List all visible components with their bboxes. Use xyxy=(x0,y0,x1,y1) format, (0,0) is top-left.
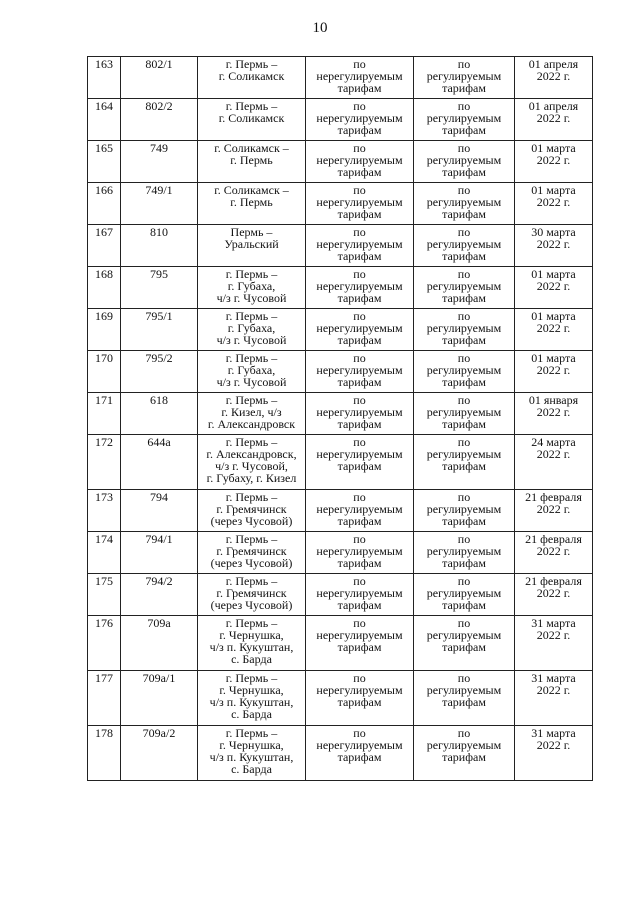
row-number-cell: 172 xyxy=(88,435,121,490)
table-row xyxy=(88,141,593,183)
row-number-cell: 175 xyxy=(88,574,121,616)
tariff-type-regulated-cell: по регулируемым тарифам xyxy=(414,267,515,309)
route-path-cell: г. Пермь – г. Александровск, ч/з г. Чусовой, г. Губаху, г. Кизел xyxy=(198,435,306,490)
table-row xyxy=(88,225,593,267)
route-number-cell: 794/1 xyxy=(121,532,198,574)
row-number-cell: 170 xyxy=(88,351,121,393)
start-date-cell: 01 марта 2022 г. xyxy=(515,141,593,183)
route-path-cell: г. Пермь – г. Губаха, ч/з г. Чусовой xyxy=(198,351,306,393)
table-row xyxy=(88,671,593,726)
table-row xyxy=(88,435,593,490)
table-row xyxy=(88,267,593,309)
route-number-cell: 802/2 xyxy=(121,99,198,141)
table-row xyxy=(88,490,593,532)
row-number-cell: 163 xyxy=(88,57,121,99)
start-date-cell: 21 февраля 2022 г. xyxy=(515,490,593,532)
routes-table-body xyxy=(88,57,593,781)
tariff-type-cell: по нерегулируемым тарифам xyxy=(306,435,414,490)
start-date-cell: 21 февраля 2022 г. xyxy=(515,532,593,574)
tariff-type-cell: по нерегулируемым тарифам xyxy=(306,141,414,183)
tariff-type-cell: по нерегулируемым тарифам xyxy=(306,671,414,726)
start-date-cell: 24 марта 2022 г. xyxy=(515,435,593,490)
route-number-cell: 794/2 xyxy=(121,574,198,616)
row-number-cell: 166 xyxy=(88,183,121,225)
start-date-cell: 01 марта 2022 г. xyxy=(515,267,593,309)
tariff-type-regulated-cell: по регулируемым тарифам xyxy=(414,574,515,616)
tariff-type-cell: по нерегулируемым тарифам xyxy=(306,351,414,393)
tariff-type-cell: по нерегулируемым тарифам xyxy=(306,225,414,267)
tariff-type-cell: по нерегулируемым тарифам xyxy=(306,532,414,574)
route-number-cell: 709а xyxy=(121,616,198,671)
tariff-type-cell: по нерегулируемым тарифам xyxy=(306,393,414,435)
tariff-type-regulated-cell: по регулируемым тарифам xyxy=(414,671,515,726)
table-row xyxy=(88,351,593,393)
tariff-type-cell: по нерегулируемым тарифам xyxy=(306,99,414,141)
tariff-type-cell: по нерегулируемым тарифам xyxy=(306,57,414,99)
tariff-type-regulated-cell: по регулируемым тарифам xyxy=(414,99,515,141)
route-path-cell: г. Пермь – г. Гремячинск (через Чусовой) xyxy=(198,490,306,532)
start-date-cell: 01 марта 2022 г. xyxy=(515,309,593,351)
tariff-type-regulated-cell: по регулируемым тарифам xyxy=(414,616,515,671)
tariff-type-cell: по нерегулируемым тарифам xyxy=(306,490,414,532)
route-number-cell: 795 xyxy=(121,267,198,309)
route-number-cell: 709а/2 xyxy=(121,726,198,781)
start-date-cell: 31 марта 2022 г. xyxy=(515,671,593,726)
route-path-cell: г. Пермь – г. Гремячинск (через Чусовой) xyxy=(198,532,306,574)
tariff-type-cell: по нерегулируемым тарифам xyxy=(306,616,414,671)
route-path-cell: г. Пермь – г. Соликамск xyxy=(198,99,306,141)
start-date-cell: 01 апреля 2022 г. xyxy=(515,99,593,141)
table-row xyxy=(88,532,593,574)
row-number-cell: 165 xyxy=(88,141,121,183)
start-date-cell: 31 марта 2022 г. xyxy=(515,726,593,781)
row-number-cell: 164 xyxy=(88,99,121,141)
table-row xyxy=(88,183,593,225)
row-number-cell: 169 xyxy=(88,309,121,351)
route-path-cell: г. Пермь – г. Чернушка, ч/з п. Кукуштан, с. Барда xyxy=(198,671,306,726)
route-number-cell: 644а xyxy=(121,435,198,490)
routes-table xyxy=(87,56,593,781)
tariff-type-regulated-cell: по регулируемым тарифам xyxy=(414,57,515,99)
route-number-cell: 749/1 xyxy=(121,183,198,225)
start-date-cell: 01 марта 2022 г. xyxy=(515,183,593,225)
route-path-cell: Пермь – Уральский xyxy=(198,225,306,267)
row-number-cell: 174 xyxy=(88,532,121,574)
tariff-type-regulated-cell: по регулируемым тарифам xyxy=(414,532,515,574)
tariff-type-cell: по нерегулируемым тарифам xyxy=(306,267,414,309)
tariff-type-regulated-cell: по регулируемым тарифам xyxy=(414,225,515,267)
tariff-type-cell: по нерегулируемым тарифам xyxy=(306,183,414,225)
route-path-cell: г. Пермь – г. Соликамск xyxy=(198,57,306,99)
route-number-cell: 795/1 xyxy=(121,309,198,351)
tariff-type-cell: по нерегулируемым тарифам xyxy=(306,574,414,616)
tariff-type-regulated-cell: по регулируемым тарифам xyxy=(414,726,515,781)
start-date-cell: 30 марта 2022 г. xyxy=(515,225,593,267)
route-number-cell: 749 xyxy=(121,141,198,183)
tariff-type-cell: по нерегулируемым тарифам xyxy=(306,309,414,351)
start-date-cell: 31 марта 2022 г. xyxy=(515,616,593,671)
table-row xyxy=(88,574,593,616)
route-path-cell: г. Пермь – г. Губаха, ч/з г. Чусовой xyxy=(198,267,306,309)
route-number-cell: 618 xyxy=(121,393,198,435)
table-row xyxy=(88,726,593,781)
route-number-cell: 709а/1 xyxy=(121,671,198,726)
row-number-cell: 171 xyxy=(88,393,121,435)
route-path-cell: г. Пермь – г. Губаха, ч/з г. Чусовой xyxy=(198,309,306,351)
route-path-cell: г. Соликамск – г. Пермь xyxy=(198,141,306,183)
route-path-cell: г. Пермь – г. Кизел, ч/з г. Александровск xyxy=(198,393,306,435)
row-number-cell: 168 xyxy=(88,267,121,309)
route-number-cell: 810 xyxy=(121,225,198,267)
route-path-cell: г. Пермь – г. Чернушка, ч/з п. Кукуштан, с. Барда xyxy=(198,616,306,671)
tariff-type-regulated-cell: по регулируемым тарифам xyxy=(414,141,515,183)
row-number-cell: 173 xyxy=(88,490,121,532)
row-number-cell: 177 xyxy=(88,671,121,726)
table-row xyxy=(88,616,593,671)
route-path-cell: г. Пермь – г. Чернушка, ч/з п. Кукуштан, с. Барда xyxy=(198,726,306,781)
table-row xyxy=(88,57,593,99)
row-number-cell: 167 xyxy=(88,225,121,267)
route-path-cell: г. Соликамск – г. Пермь xyxy=(198,183,306,225)
tariff-type-regulated-cell: по регулируемым тарифам xyxy=(414,393,515,435)
tariff-type-regulated-cell: по регулируемым тарифам xyxy=(414,351,515,393)
table-row xyxy=(88,393,593,435)
start-date-cell: 21 февраля 2022 г. xyxy=(515,574,593,616)
route-number-cell: 794 xyxy=(121,490,198,532)
row-number-cell: 176 xyxy=(88,616,121,671)
tariff-type-cell: по нерегулируемым тарифам xyxy=(306,726,414,781)
table-row xyxy=(88,309,593,351)
route-number-cell: 802/1 xyxy=(121,57,198,99)
page-number: 10 xyxy=(312,20,328,36)
tariff-type-regulated-cell: по регулируемым тарифам xyxy=(414,435,515,490)
row-number-cell: 178 xyxy=(88,726,121,781)
table-row xyxy=(88,99,593,141)
start-date-cell: 01 апреля 2022 г. xyxy=(515,57,593,99)
start-date-cell: 01 марта 2022 г. xyxy=(515,351,593,393)
tariff-type-regulated-cell: по регулируемым тарифам xyxy=(414,183,515,225)
route-number-cell: 795/2 xyxy=(121,351,198,393)
tariff-type-regulated-cell: по регулируемым тарифам xyxy=(414,490,515,532)
route-path-cell: г. Пермь – г. Гремячинск (через Чусовой) xyxy=(198,574,306,616)
start-date-cell: 01 января 2022 г. xyxy=(515,393,593,435)
tariff-type-regulated-cell: по регулируемым тарифам xyxy=(414,309,515,351)
